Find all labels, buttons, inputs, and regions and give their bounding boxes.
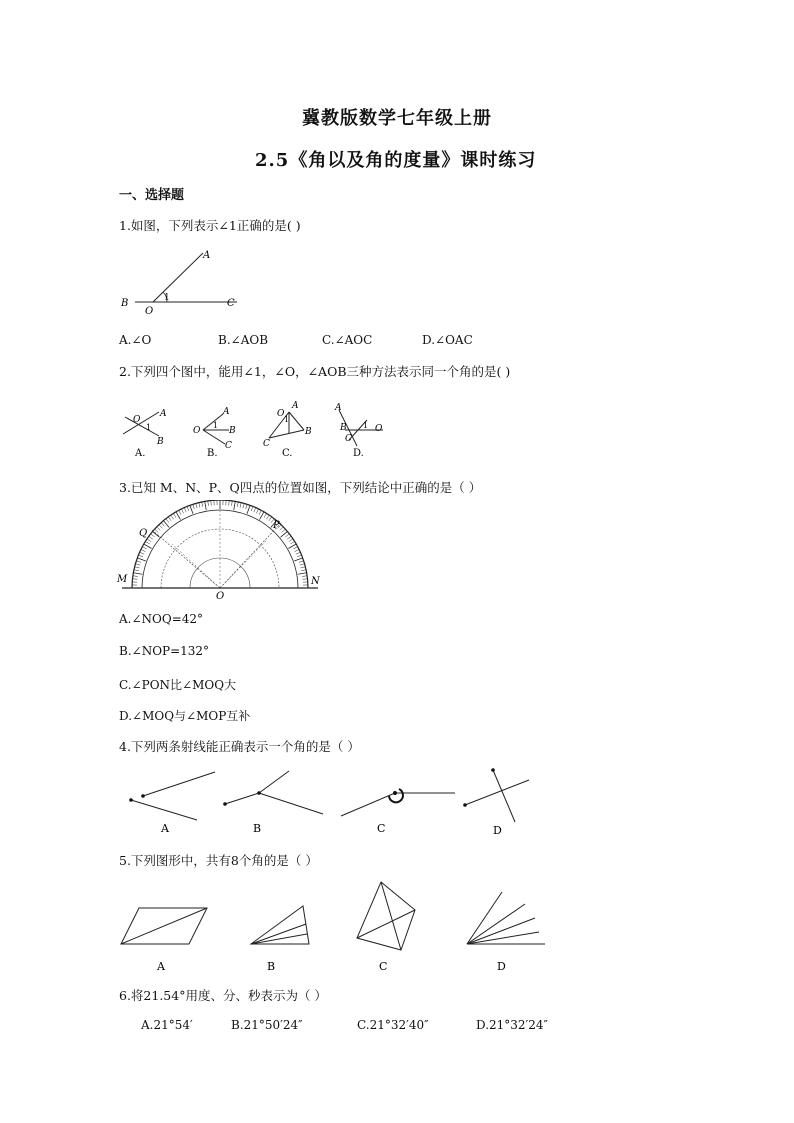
q3-option-c: C.∠PON比∠MOQ大 <box>119 678 237 692</box>
question-4-figures <box>119 762 539 846</box>
protractor-tick <box>193 504 195 509</box>
q3-label-o: O <box>216 591 225 600</box>
protractor-tick <box>211 500 212 505</box>
protractor-tick <box>300 564 305 565</box>
q3-label-q: Q <box>139 528 148 539</box>
protractor-tick <box>301 567 306 568</box>
protractor-tick <box>151 534 155 537</box>
q1-option-c: C.∠AOC <box>322 333 373 347</box>
protractor-tick <box>237 502 238 507</box>
protractor-tick <box>136 561 141 563</box>
protractor-tick <box>149 536 153 539</box>
protractor-tick <box>168 517 171 521</box>
protractor-tick <box>302 576 307 577</box>
protractor-tick <box>269 517 272 521</box>
protractor-tick <box>133 576 138 577</box>
protractor-tick <box>294 558 302 561</box>
protractor-tick <box>138 555 143 557</box>
svg-text:O: O <box>133 415 141 425</box>
q1-option-b: B.∠AOB <box>218 333 269 347</box>
protractor-tick <box>155 529 159 532</box>
protractor-tick <box>285 534 289 537</box>
question-5-stem: 5.下列图形中，共有8个角的是（ ） <box>119 853 318 868</box>
protractor-tick <box>289 539 293 542</box>
q4-caption-b: B <box>253 822 262 835</box>
svg-text:1: 1 <box>284 415 290 424</box>
protractor-tick <box>179 510 181 514</box>
protractor-tick <box>142 547 146 549</box>
protractor-tick <box>196 503 197 508</box>
q1-label-1: 1 <box>164 293 170 303</box>
q1-label-a: A <box>203 250 211 261</box>
protractor-tick <box>157 527 161 530</box>
q5-caption-b: B <box>267 960 276 973</box>
question-2-figures <box>119 392 399 468</box>
q3-label-m: M <box>117 574 128 585</box>
section-heading: 一、选择题 <box>119 188 185 203</box>
protractor-tick <box>254 508 256 513</box>
q4-caption-c: C <box>377 822 386 835</box>
svg-text:C: C <box>263 439 270 449</box>
protractor-tick <box>141 549 145 551</box>
q6-option-c: C.21°32′40″ <box>357 1018 429 1032</box>
protractor-tick <box>246 504 248 509</box>
question-1-stem: 1.如图，下列表示∠1正确的是( ) <box>119 218 301 233</box>
protractor-tick <box>190 505 193 513</box>
protractor-tick <box>303 579 308 580</box>
protractor-tick <box>247 505 250 513</box>
svg-text:O: O <box>375 424 383 434</box>
protractor-tick <box>173 513 176 517</box>
q2-caption-b: B. <box>207 448 218 459</box>
protractor-tick <box>280 527 284 530</box>
question-2-stem: 2.下列四个图中，能用∠1，∠O，∠AOB三种方法表示同一个角的是( ) <box>119 364 511 379</box>
protractor-tick <box>184 508 186 513</box>
protractor-tick <box>166 519 169 523</box>
svg-text:B: B <box>157 437 164 447</box>
svg-text:O: O <box>193 426 201 436</box>
protractor-tick <box>264 513 267 517</box>
q5-caption-d: D <box>497 960 506 973</box>
protractor-tick <box>135 564 140 565</box>
svg-text:1: 1 <box>213 421 219 430</box>
q6-option-d: D.21°32′24″ <box>476 1018 549 1032</box>
protractor-tick <box>296 552 301 554</box>
svg-text:1: 1 <box>146 423 152 432</box>
svg-text:O: O <box>277 409 285 419</box>
protractor-tick <box>243 503 244 508</box>
svg-text:B: B <box>340 423 347 433</box>
q6-option-b: B.21°50′24″ <box>231 1018 303 1032</box>
q4-caption-a: A <box>161 822 169 835</box>
question-5-figures <box>119 878 569 982</box>
question-3-protractor-figure <box>117 500 323 604</box>
svg-text:A: A <box>160 409 167 419</box>
q3-option-d: D.∠MOQ与∠MOP互补 <box>119 709 251 723</box>
protractor-tick <box>135 567 140 568</box>
svg-text:A: A <box>292 401 299 411</box>
q5-caption-c: C <box>379 960 388 973</box>
protractor-tick <box>256 509 258 513</box>
protractor-tick <box>133 573 142 575</box>
question-1-figure <box>119 244 249 320</box>
page-title: 冀教版数学七年级上册 <box>302 108 492 129</box>
protractor-tick <box>145 541 149 544</box>
q1-label-c: C <box>227 298 235 309</box>
protractor-tick <box>232 501 233 506</box>
question-4-stem: 4.下列两条射线能正确表示一个角的是（ ） <box>119 739 360 754</box>
protractor-tick <box>301 570 306 571</box>
q2-caption-c: C. <box>282 448 293 459</box>
svg-text:C: C <box>225 441 232 451</box>
protractor-tick <box>187 506 189 511</box>
q1-option-d: D.∠OAC <box>422 333 473 347</box>
protractor-tick <box>171 515 174 519</box>
protractor-tick <box>251 506 253 511</box>
svg-text:B: B <box>229 426 236 436</box>
protractor-tick <box>202 502 203 507</box>
protractor-tick <box>140 552 145 554</box>
protractor-tick <box>208 501 209 506</box>
q2-caption-d: D. <box>353 448 364 459</box>
q6-option-a: A.21°54′ <box>141 1018 193 1032</box>
q4-caption-d: D <box>493 824 502 837</box>
q2-caption-a: A. <box>135 448 146 459</box>
q5-caption-a: A <box>157 960 165 973</box>
protractor-tick <box>282 529 286 532</box>
protractor-tick <box>205 501 207 510</box>
page-subtitle: 2.5《角以及角的度量》课时练习 <box>255 150 537 171</box>
protractor-tick <box>240 503 241 508</box>
protractor-tick <box>137 558 145 561</box>
protractor-tick <box>293 547 297 549</box>
protractor-tick <box>287 536 291 539</box>
q1-option-a: A.∠O <box>119 333 152 347</box>
q3-option-a: A.∠NOQ=42° <box>119 612 204 626</box>
protractor-tick <box>295 549 299 551</box>
question-6-stem: 6.将21.54°用度、分、秒表示为（ ） <box>119 988 327 1003</box>
protractor-tick <box>297 555 302 557</box>
protractor-tick <box>299 561 304 563</box>
protractor-tick <box>132 579 137 580</box>
protractor-tick <box>134 570 139 571</box>
protractor-tick <box>199 503 200 508</box>
protractor-tick <box>147 539 151 542</box>
svg-text:A: A <box>223 407 230 417</box>
q3-label-n: N <box>311 576 320 587</box>
q3-label-p: P <box>273 520 280 531</box>
q1-label-b: B <box>121 298 129 309</box>
protractor-tick <box>161 523 164 527</box>
protractor-tick <box>181 509 183 513</box>
q1-label-o: O <box>145 306 154 316</box>
protractor-tick <box>259 510 261 514</box>
question-3-stem: 3.已知 M、N、P、Q四点的位置如图，下列结论中正确的是（ ） <box>119 480 482 495</box>
svg-text:1: 1 <box>363 421 369 430</box>
svg-text:C: C <box>345 434 352 444</box>
protractor-tick <box>159 525 162 529</box>
protractor-tick <box>229 500 230 505</box>
protractor-tick <box>266 515 269 519</box>
svg-text:A: A <box>335 403 342 413</box>
protractor-tick <box>290 541 294 544</box>
protractor-tick <box>298 573 307 575</box>
protractor-tick <box>234 501 236 510</box>
q3-option-b: B.∠NOP=132° <box>119 644 210 658</box>
svg-text:B: B <box>305 427 312 437</box>
